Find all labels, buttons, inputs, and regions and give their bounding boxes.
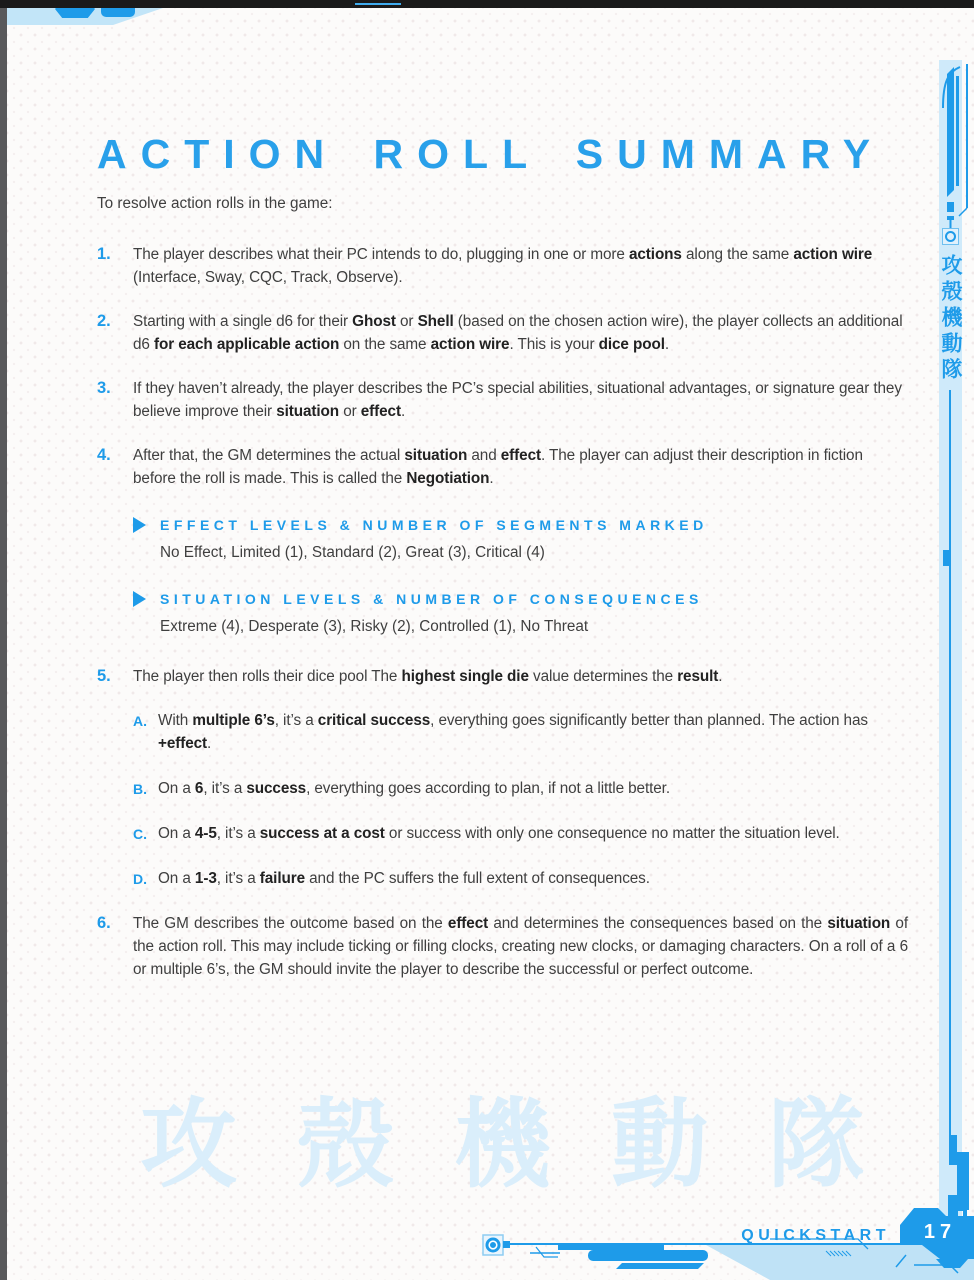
page-number: 17 (923, 1221, 957, 1243)
text-segment: If they haven’t already, the player describes the PC’s special abilities, situational advantages, or signature gear they believe improve their (133, 380, 902, 420)
bold-term: 4-5 (194, 825, 217, 842)
substeps-list (133, 709, 908, 890)
pill-shape-icon (101, 8, 135, 17)
text-segment: . (664, 336, 670, 353)
substep-item (133, 777, 908, 800)
text-segment: . (400, 403, 406, 420)
right-sidebar (939, 60, 974, 1280)
text-segment: or (339, 403, 361, 420)
step-text (133, 444, 908, 490)
step-text (133, 912, 908, 981)
step-text (158, 822, 908, 845)
callout-title: SITUATION LEVELS & NUMBER OF CONSEQUENCES (160, 591, 703, 607)
sidebar-circuit-top (939, 60, 974, 250)
step-item (97, 243, 908, 289)
text-segment: of the action roll. This may include ticking or filling clocks, creating new clocks, or damaging characters. On a roll of a 6 or multiple 6’s, the GM should invite the player to describe the successful or perfect outcome. (133, 915, 908, 978)
bold-term: multiple 6’s (192, 712, 275, 729)
text-segment: value determines the (528, 668, 678, 685)
text-segment: and (467, 447, 501, 464)
step-text (133, 665, 908, 688)
list-marker: C. (133, 826, 147, 842)
bold-term: for each applicable action (153, 336, 340, 353)
text-segment: , it’s a (203, 780, 247, 797)
text-segment: . (718, 668, 723, 685)
list-marker: 6. (97, 914, 111, 932)
play-triangle-icon (133, 517, 146, 533)
text-segment: On a (158, 870, 195, 887)
text-segment: . The player can adjust their description in fiction before the roll is made. This is called the (133, 447, 863, 487)
step-item (97, 444, 908, 490)
text-segment: or (395, 313, 418, 330)
text-segment: After that, the GM determines the actual (133, 447, 405, 464)
bold-term: situation (276, 403, 340, 420)
bold-term: situation (827, 915, 891, 932)
watermark-kanji: 攻殻機動隊 (140, 1090, 925, 1199)
list-marker: D. (133, 871, 147, 887)
callout-body: No Effect, Limited (1), Standard (2), Great (3), Critical (4) (160, 544, 545, 561)
intro-text: To resolve action rolls in the game: (97, 195, 333, 212)
text-segment: With (158, 712, 193, 729)
text-segment: . (207, 735, 212, 752)
list-marker: 2. (97, 312, 111, 330)
callout-header (133, 517, 908, 533)
step-text (133, 377, 908, 423)
text-segment: . (489, 470, 494, 487)
text-segment: The GM describes the outcome based on the (133, 915, 448, 932)
text-segment: , it’s a (216, 825, 260, 842)
callout-header (133, 591, 908, 607)
bold-term: actions (628, 246, 682, 263)
page-title: ACTION ROLL SUMMARY (97, 131, 885, 177)
substep-item (133, 709, 908, 755)
list-marker: A. (133, 713, 147, 729)
footer-circuit-decoration (470, 1195, 974, 1280)
play-triangle-icon (133, 591, 146, 607)
callout (133, 591, 908, 638)
text-segment: , everything goes according to plan, if not a little better. (306, 780, 670, 797)
circuit-node-icon (942, 228, 959, 245)
text-segment: On a (158, 825, 195, 842)
list-marker: 4. (97, 446, 111, 464)
bold-term: failure (259, 870, 305, 887)
bold-term: Negotiation (406, 470, 490, 487)
bold-term: Shell (417, 313, 454, 330)
text-segment: along the same (681, 246, 794, 263)
bold-term: success at a cost (259, 825, 385, 842)
text-segment: , it’s a (216, 870, 260, 887)
text-segment: , it’s a (274, 712, 318, 729)
corner-tab-decoration (7, 8, 163, 25)
step-item (97, 377, 908, 423)
list-marker: 1. (97, 245, 111, 263)
bold-term: dice pool (598, 336, 665, 353)
bold-term: 1-3 (194, 870, 217, 887)
text-segment: Starting with a single d6 for their (133, 313, 353, 330)
bold-term: effect (500, 447, 541, 464)
text-segment: On a (158, 780, 195, 797)
steps-list (97, 243, 908, 981)
left-edge-strip (0, 8, 7, 1280)
bold-term: situation (404, 447, 468, 464)
bold-term: effect (447, 915, 489, 932)
list-marker: 3. (97, 379, 111, 397)
sidebar-vertical-kanji: 攻殻機動隊 (939, 254, 962, 384)
bold-term: +effect (158, 735, 208, 752)
step-text (158, 709, 908, 755)
bold-term: success (246, 780, 307, 797)
step-text (158, 777, 908, 800)
footer-quickstart-label: QUICKSTART (741, 1227, 890, 1244)
text-segment: and determines the consequences based on the (488, 915, 828, 932)
text-segment: on the same (339, 336, 431, 353)
main-content (97, 130, 908, 1002)
text-segment: The player describes what their PC intends to do, plugging in one or more (133, 246, 629, 263)
text-segment: . This is your (509, 336, 599, 353)
text-segment: (based on the chosen action wire), the player collects an additional d6 (133, 313, 903, 353)
bold-term: highest single die (401, 668, 529, 685)
callout (133, 517, 908, 564)
step-item (97, 912, 908, 981)
step-item (97, 665, 908, 688)
bold-term: 6 (194, 780, 204, 797)
step-text (133, 310, 908, 356)
bold-term: result (677, 668, 719, 685)
callout-body: Extreme (4), Desperate (3), Risky (2), Controlled (1), No Threat (160, 618, 589, 635)
text-segment: or success with only one consequence no matter the situation level. (384, 825, 840, 842)
bold-term: effect (360, 403, 401, 420)
bold-term: action wire (430, 336, 510, 353)
top-edge-bar (0, 0, 974, 8)
bold-term: action wire (793, 246, 873, 263)
text-segment: The player then rolls their dice pool The (133, 668, 402, 685)
substep-item (133, 822, 908, 845)
step-item (97, 310, 908, 356)
bold-term: Ghost (352, 313, 396, 330)
hexagon-icon (55, 8, 95, 18)
substep-item (133, 867, 908, 890)
callout-title: EFFECT LEVELS & NUMBER OF SEGMENTS MARKED (160, 517, 708, 533)
list-marker: 5. (97, 667, 111, 685)
step-text (158, 867, 908, 890)
text-segment: , everything goes significantly better than planned. The action has (430, 712, 868, 729)
top-bar-accent-line (355, 3, 401, 5)
list-marker: B. (133, 781, 147, 797)
text-segment: and the PC suffers the full extent of consequences. (304, 870, 650, 887)
bold-term: critical success (317, 712, 431, 729)
text-segment: (Interface, Sway, CQC, Track, Observe). (133, 269, 403, 286)
sidebar-circuit-bottom (939, 390, 974, 1280)
step-text (133, 243, 908, 289)
